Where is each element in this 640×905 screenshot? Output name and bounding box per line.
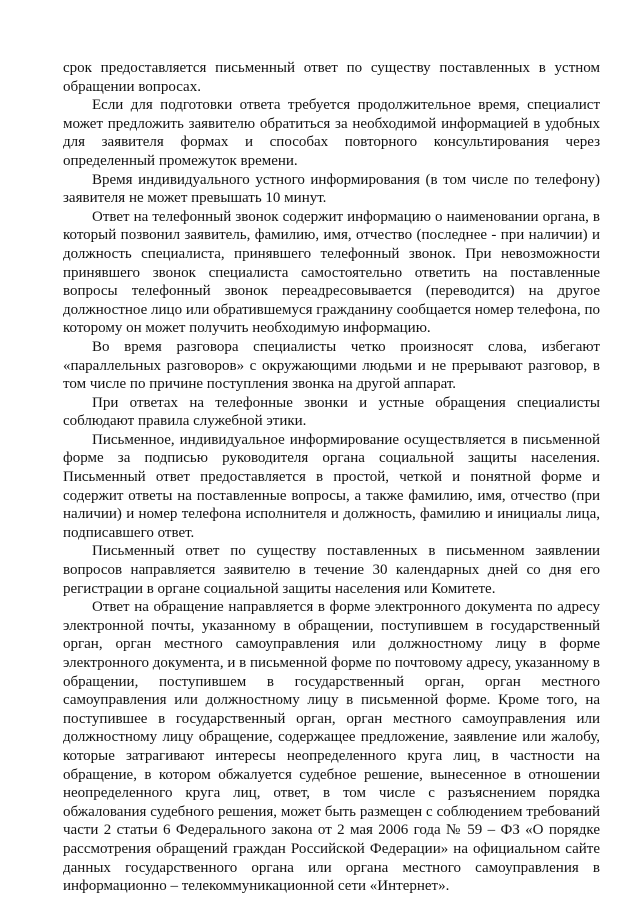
paragraph-8: Письменный ответ по существу поставленных в письменном заявлении вопросов направляется заявителю в течение 30 календарных дней со дня его регистрации в органе социальной защиты населения или Комитете. (63, 543, 600, 597)
paragraph-2: Если для подготовки ответа требуется продолжительное время, специалист может предложить заявителю обратиться за необходимой информацией в удобных для заявителя формах и способах повторного консультирования через определенный промежуток времени. (63, 97, 600, 169)
paragraph-3: Время индивидуального устного информирования (в том числе по телефону) заявителя не может превышать 10 минут. (63, 171, 600, 207)
paragraph-5: Во время разговора специалисты четко произносят слова, избегают «параллельных разговоров» с окружающими людьми и не прерывают разговор, в том числе по причине поступления звонка на другой аппарат. (63, 338, 600, 393)
paragraph-1: срок предоставляется письменный ответ по существу поставленных в устном обращении вопросах. (63, 60, 600, 95)
paragraph-6: При ответах на телефонные звонки и устные обращения специалисты соблюдают правила служебной этики. (63, 394, 600, 430)
paragraph-7: Письменное, индивидуальное информирование осуществляется в письменной форме за подписью руководителя органа социальной защиты населения. Письменный ответ предоставляется в простой, четкой и понятной форме и содержит ответы на поставленные вопросы, а также фамилию, имя, отчество (при наличии) и номер телефона исполнителя и должность, фамилию и инициалы лица, подписавшего ответ. (63, 431, 600, 541)
paragraph-4: Ответ на телефонный звонок содержит информацию о наименовании органа, в который позвонил заявитель, фамилию, имя, отчество (последнее - при наличии) и должность специалиста, принявшего телефонный звонок. При невозможности принявшего звонок специалиста самостоятельно ответить на поставленные вопросы телефонный звонок переадресовывается (переводится) на другое должностное лицо или обратившемуся гражданину сообщается номер телефона, по которому он может получить необходимую информацию. (63, 208, 600, 337)
paragraph-9: Ответ на обращение направляется в форме электронного документа по адресу электронной почты, указанному в обращении, поступившем в государственный орган, орган местного самоуправления или должностному лицу в форме электронного документа, и в письменной форме по почтовому адресу, указанному в обращении, поступившем в государственный орган, орган местного самоуправления или должностному лицу в письменной форме. Кроме того, на поступившее в государственный орган, орган местного самоуправления или должностному лицу обращение, содержащее предложение, заявление или жалобу, которые затрагивают интересы неопределенного круга лиц, в частности на обращение, в котором обжалуется судебное решение, вынесенное в отношении неопределенного круга лиц, ответ, в том числе с разъяснением порядка обжалования судебного решения, может быть размещен с соблюдением требований части 2 статьи 6 Федерального закона от 2 мая 2006 года № 59 – ФЗ «О порядке рассмотрения обращений граждан Российской Федерации» на официальном сайте данных государственного органа или органа местного самоуправления в информационно – телекоммуникационной сети «Интернет». (63, 599, 600, 895)
document-body (63, 59, 600, 896)
